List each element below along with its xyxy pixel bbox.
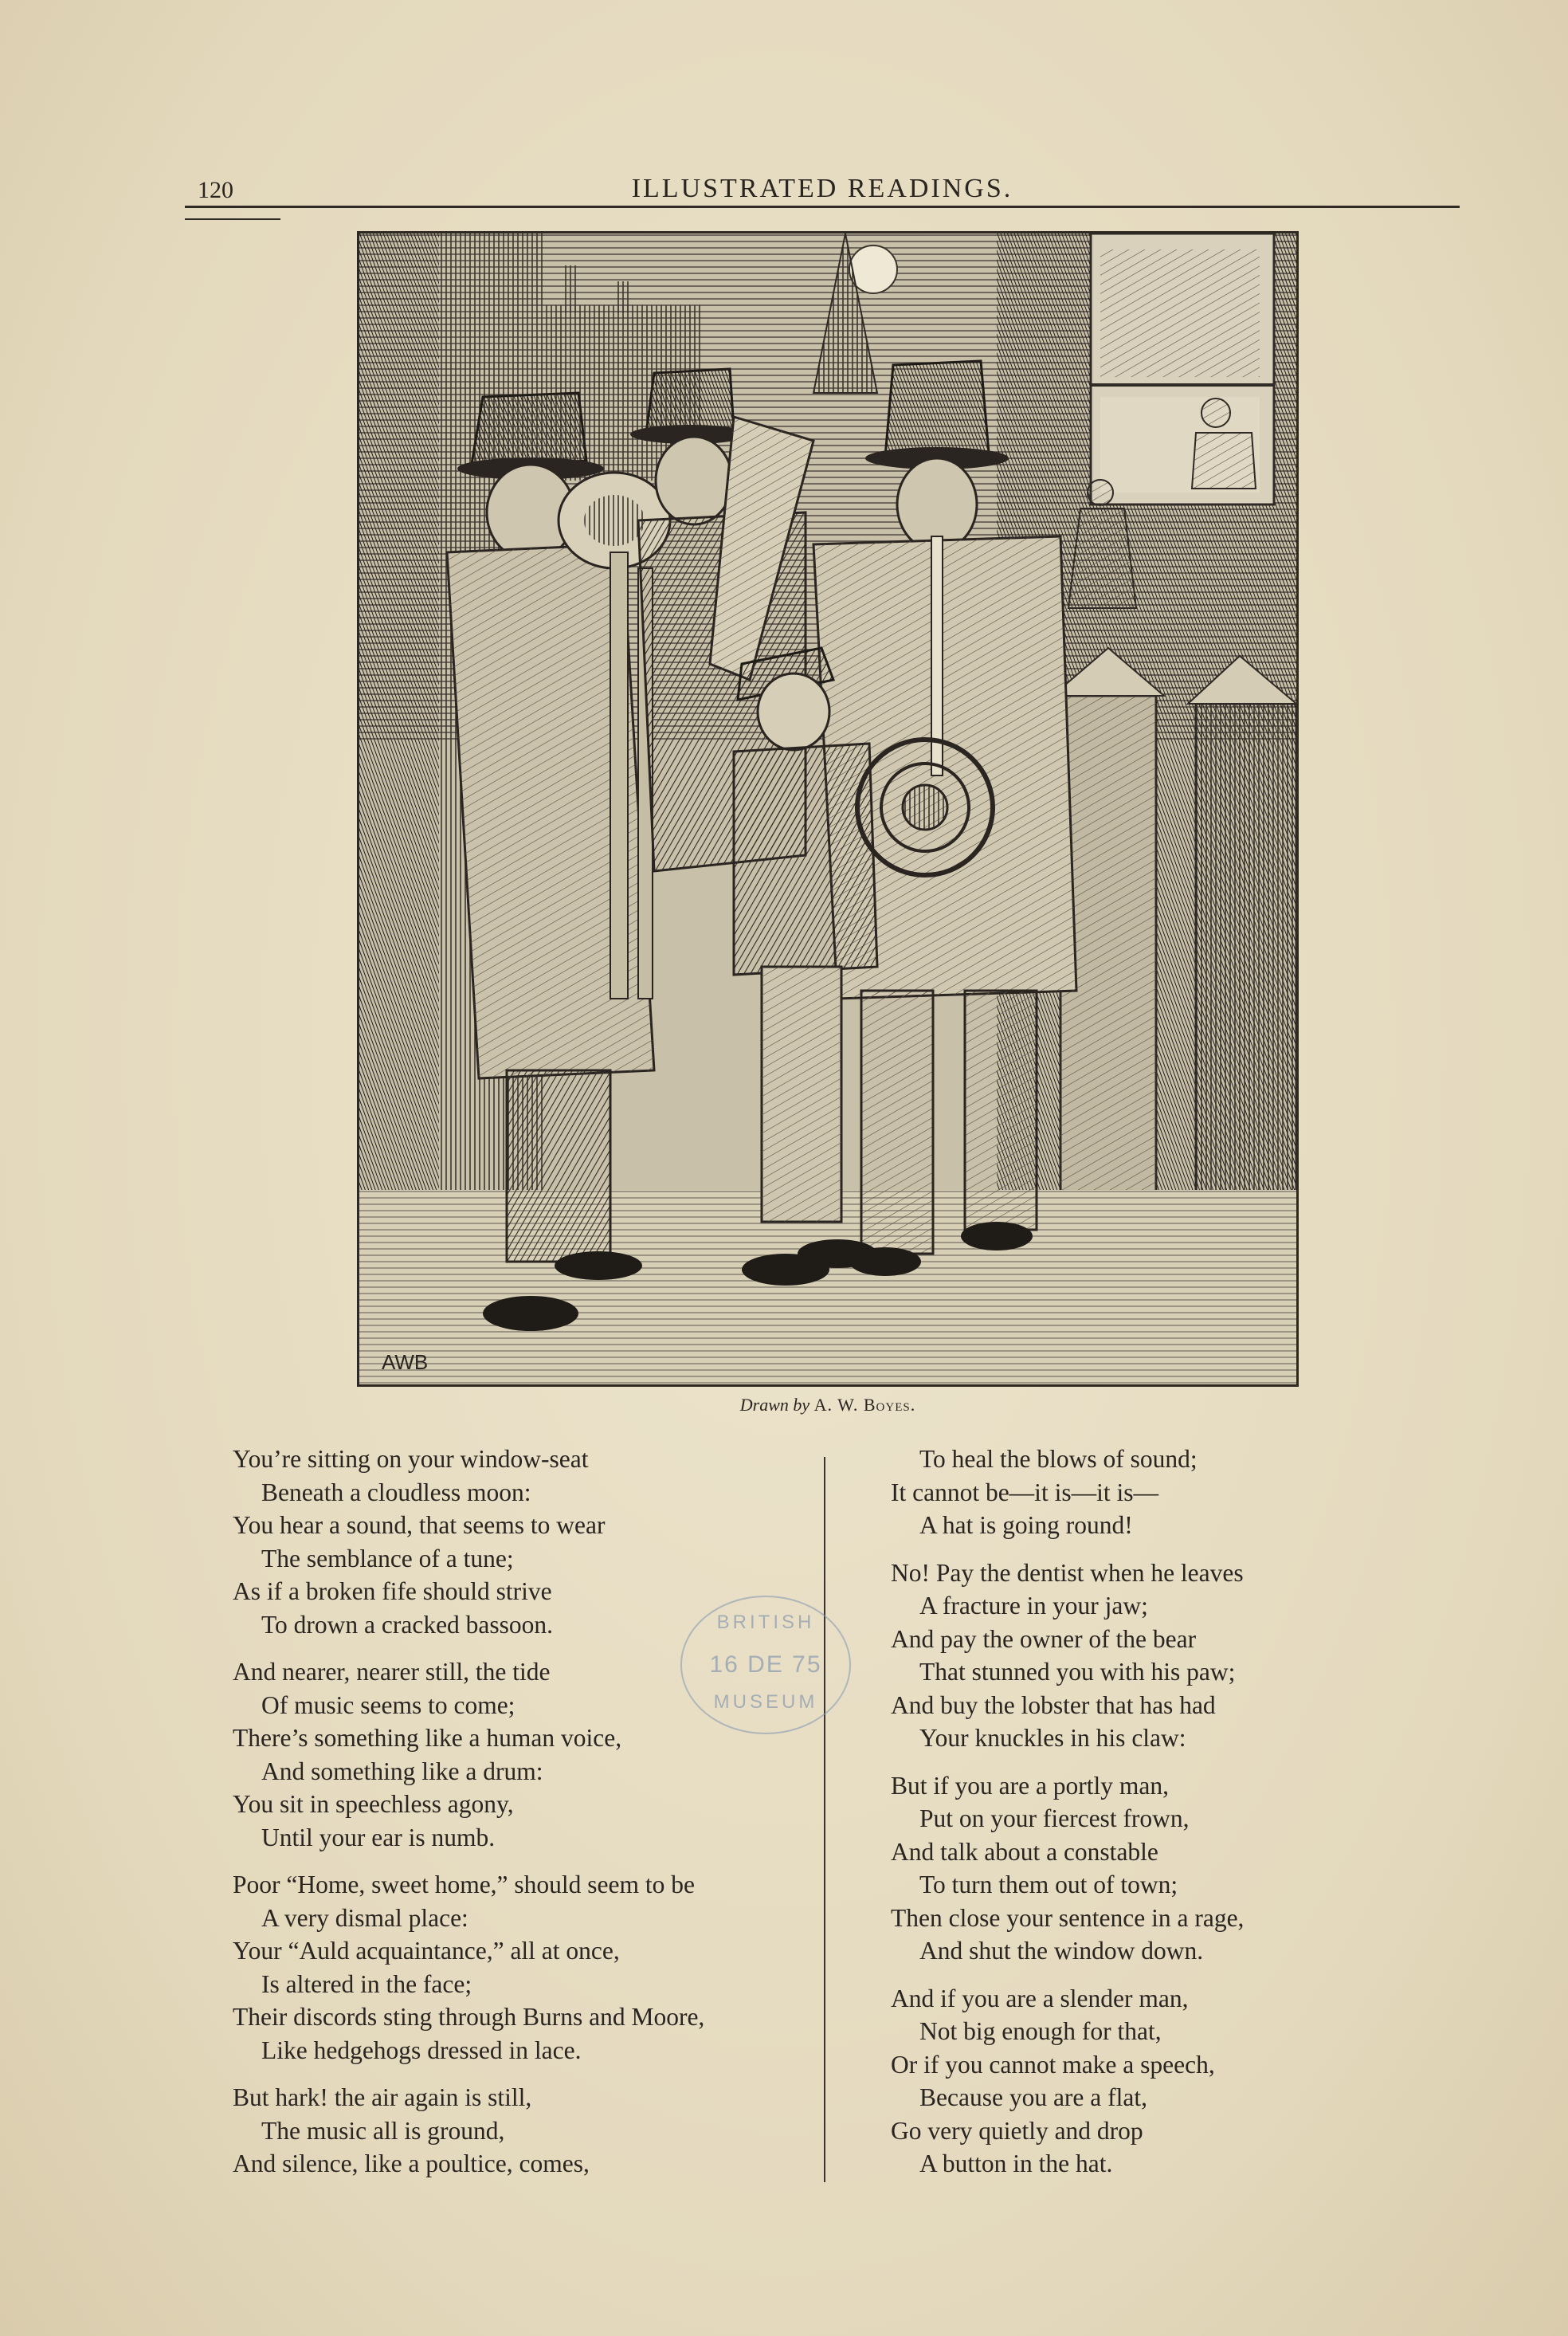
- poem-line: Your knuckles in his claw:: [919, 1724, 1186, 1752]
- poem-right-column: [891, 1443, 1464, 2195]
- poem-line: Put on your fiercest frown,: [919, 1804, 1190, 1832]
- british-museum-stamp: [680, 1596, 851, 1734]
- poem-line: Not big enough for that,: [919, 2017, 1162, 2045]
- poem-line: Poor “Home, sweet home,” should seem to be: [233, 1871, 695, 1898]
- artist-monogram: AWB: [382, 1350, 429, 1374]
- poem-stanza: [891, 1982, 1464, 2181]
- poem-left-column: [233, 1443, 822, 2195]
- poem-line: And something like a drum:: [261, 1757, 543, 1785]
- poem-line: Their discords sting through Burns and Moore,: [233, 2003, 705, 2031]
- header-rule-short: [185, 218, 280, 220]
- running-title: ILLUSTRATED READINGS.: [631, 174, 1013, 203]
- poem-line: To drown a cracked bassoon.: [261, 1610, 554, 1639]
- poem-line: And shut the window down.: [919, 1937, 1204, 1965]
- poem-line: A very dismal place:: [261, 1903, 468, 1932]
- caption-artist-name: A. W. Boyes.: [813, 1395, 916, 1415]
- poem-line: Your “Auld acquaintance,” all at once,: [233, 1937, 620, 1965]
- poem-line: You’re sitting on your window-seat: [233, 1445, 589, 1473]
- poem-line: Or if you cannot make a speech,: [891, 2050, 1215, 2079]
- stamp-date: 16 DE 75: [709, 1651, 822, 1678]
- page-number: 120: [198, 177, 233, 203]
- column-divider: [824, 1457, 825, 2182]
- poem-line: Until your ear is numb.: [261, 1823, 496, 1851]
- poem-line: Then close your sentence in a rage,: [891, 1903, 1245, 1932]
- poem-line: And silence, like a poultice, comes,: [233, 2150, 590, 2177]
- poem-line: A button in the hat.: [919, 2150, 1113, 2177]
- engraving-drawing: [359, 234, 1296, 1384]
- stamp-line-1: BRITISH: [716, 1612, 815, 1633]
- poem-line: A fracture in your jaw;: [919, 1592, 1148, 1619]
- poem-line: The semblance of a tune;: [261, 1544, 514, 1572]
- poem-line: To heal the blows of sound;: [919, 1445, 1198, 1473]
- poem-line: You hear a sound, that seems to wear: [233, 1511, 606, 1539]
- poem-stanza: [891, 1769, 1464, 1968]
- poem-line: Go very quietly and drop: [891, 2116, 1143, 2145]
- poem-line: And pay the owner of the bear: [891, 1624, 1197, 1653]
- poem-line: And nearer, nearer still, the tide: [233, 1658, 551, 1686]
- poem-line: As if a broken fife should strive: [233, 1577, 552, 1605]
- poem-line: And if you are a slender man,: [891, 1984, 1189, 2012]
- stamp-line-3: MUSEUM: [713, 1691, 818, 1713]
- header-rule: [185, 206, 1460, 208]
- poem-line: Is altered in the face;: [261, 1969, 472, 1998]
- poem-stanza: [233, 2081, 822, 2181]
- poem-line: No! Pay the dentist when he leaves: [891, 1558, 1244, 1587]
- poem-stanza: [891, 1443, 1464, 1542]
- poem-line: Because you are a flat,: [919, 2083, 1147, 2111]
- illustration-caption: [357, 1395, 1299, 1415]
- caption-drawn-by: Drawn by: [739, 1395, 810, 1415]
- poem-line: That stunned you with his paw;: [919, 1658, 1236, 1686]
- poem-line: But hark! the air again is still,: [233, 2083, 532, 2111]
- poem-line: It cannot be—it is—it is—: [891, 1478, 1158, 1506]
- poem-line: To turn them out of town;: [919, 1871, 1178, 1898]
- poem-line: You sit in speechless agony,: [233, 1790, 514, 1818]
- page-header: [185, 167, 1460, 215]
- poem-line: A hat is going round!: [919, 1511, 1133, 1539]
- poem-line: Beneath a cloudless moon:: [261, 1478, 531, 1506]
- poem-line: And talk about a constable: [891, 1837, 1158, 1866]
- poem-stanza: [233, 1868, 822, 2067]
- poem-line: But if you are a portly man,: [891, 1771, 1170, 1800]
- poem-line: And buy the lobster that has had: [891, 1690, 1216, 1719]
- poem-line: The music all is ground,: [261, 2116, 505, 2145]
- poem-line: Like hedgehogs dressed in lace.: [261, 2036, 582, 2064]
- street-musicians-engraving: [357, 231, 1299, 1387]
- poem-line: There’s something like a human voice,: [233, 1724, 622, 1752]
- poem-stanza: [891, 1557, 1464, 1755]
- poem-line: Of music seems to come;: [261, 1690, 515, 1719]
